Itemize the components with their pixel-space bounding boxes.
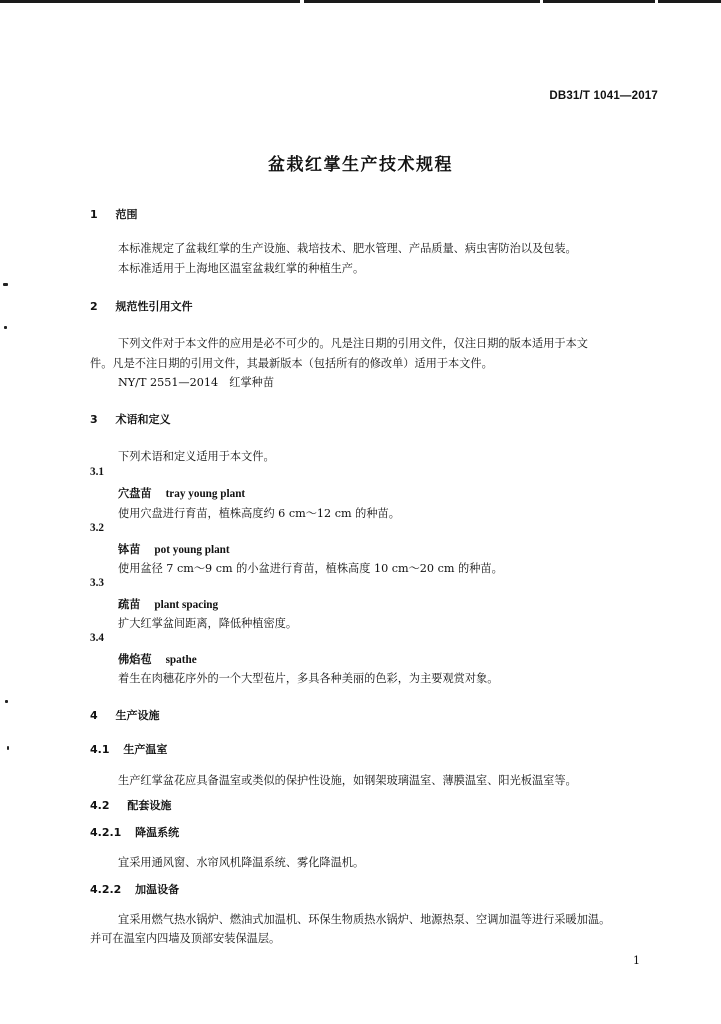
subsection-number: 4.1: [90, 743, 110, 756]
term-chinese: 穴盘苗: [118, 486, 152, 500]
scan-mark: [5, 700, 8, 703]
section-number: 2: [90, 300, 98, 313]
scan-mark: [7, 746, 9, 750]
subsection-number: 4.2: [90, 799, 110, 812]
term-definition: 使用穴盘进行育苗，植株高度约 6 cm～12 cm 的种苗。: [118, 507, 400, 520]
term-chinese: 钵苗: [118, 542, 141, 556]
term-heading: [118, 596, 218, 612]
term-number: 3.1: [90, 466, 104, 478]
term-chinese: 佛焰苞: [118, 652, 152, 666]
paragraph: 生产红掌盆花应具备温室或类似的保护性设施，如钢架玻璃温室、薄膜温室、阳光板温室等。: [118, 774, 577, 787]
subsection-number: 4.2.1: [90, 826, 122, 839]
section-1-heading: [90, 206, 138, 222]
paragraph: 下列文件对于本文件的应用是必不可少的。凡是注日期的引用文件，仅注日期的版本适用于本文: [118, 337, 588, 350]
section-title: 术语和定义: [115, 413, 171, 426]
term-number: 3.3: [90, 577, 104, 589]
subsection-title: 降温系统: [135, 826, 180, 839]
section-number: 3: [90, 413, 98, 426]
paragraph: 下列术语和定义适用于本文件。: [118, 450, 275, 463]
section-title: 生产设施: [115, 709, 160, 722]
paragraph: 本标准规定了盆栽红掌的生产设施、栽培技术、肥水管理、产品质量、病虫害防治以及包装。: [118, 242, 577, 255]
top-border-line: [0, 0, 721, 3]
section-number: 1: [90, 208, 98, 221]
subsection-number: 4.2.2: [90, 883, 122, 896]
subsection-4-2-2-heading: [90, 881, 179, 897]
paragraph-continuation: 并可在温室内四墙及顶部安装保温层。: [90, 932, 281, 945]
paragraph: 宜采用通风窗、水帘风机降温系统、雾化降温机。: [118, 856, 365, 869]
term-definition: 扩大红掌盆间距离，降低种植密度。: [118, 617, 298, 630]
scan-mark: [3, 283, 8, 286]
term-english: plant spacing: [154, 599, 219, 611]
term-heading: [118, 651, 197, 667]
normative-reference: NY/T 2551—2014 红掌种苗: [118, 376, 275, 389]
subsection-title: 配套设施: [127, 799, 172, 812]
section-3-heading: [90, 411, 171, 427]
term-heading: [118, 541, 230, 557]
subsection-4-2-heading: [90, 797, 171, 813]
page-number: 1: [633, 954, 640, 967]
section-2-heading: [90, 298, 193, 314]
term-english: tray young plant: [165, 488, 246, 500]
document-title: 盆栽红掌生产技术规程: [268, 155, 453, 175]
section-title: 规范性引用文件: [115, 300, 193, 313]
paragraph: 宜采用燃气热水锅炉、燃油式加温机、环保生物质热水锅炉、地源热泵、空调加温等进行采暖加温。: [118, 913, 611, 926]
term-chinese: 疏苗: [118, 597, 141, 611]
section-4-heading: [90, 707, 160, 723]
section-number: 4: [90, 709, 98, 722]
term-definition: 着生在肉穗花序外的一个大型苞片，多具各种美丽的色彩，为主要观赏对象。: [118, 672, 499, 685]
standard-number: DB31/T 1041—2017: [549, 90, 658, 102]
term-number: 3.2: [90, 522, 104, 534]
term-english: spathe: [165, 654, 197, 666]
section-title: 范围: [115, 208, 138, 221]
term-heading: [118, 485, 245, 501]
paragraph-continuation: 件。凡是不注日期的引用文件，其最新版本（包括所有的修改单）适用于本文件。: [90, 357, 493, 370]
term-number: 3.4: [90, 632, 104, 644]
subsection-4-2-1-heading: [90, 824, 179, 840]
subsection-4-1-heading: [90, 741, 167, 757]
subsection-title: 加温设备: [135, 883, 180, 896]
subsection-title: 生产温室: [123, 743, 168, 756]
scan-mark: [4, 326, 7, 329]
term-definition: 使用盆径 7 cm～9 cm 的小盆进行育苗，植株高度 10 cm～20 cm 的种苗。: [118, 562, 503, 575]
term-english: pot young plant: [154, 544, 230, 556]
paragraph: 本标准适用于上海地区温室盆栽红掌的种植生产。: [118, 262, 365, 275]
